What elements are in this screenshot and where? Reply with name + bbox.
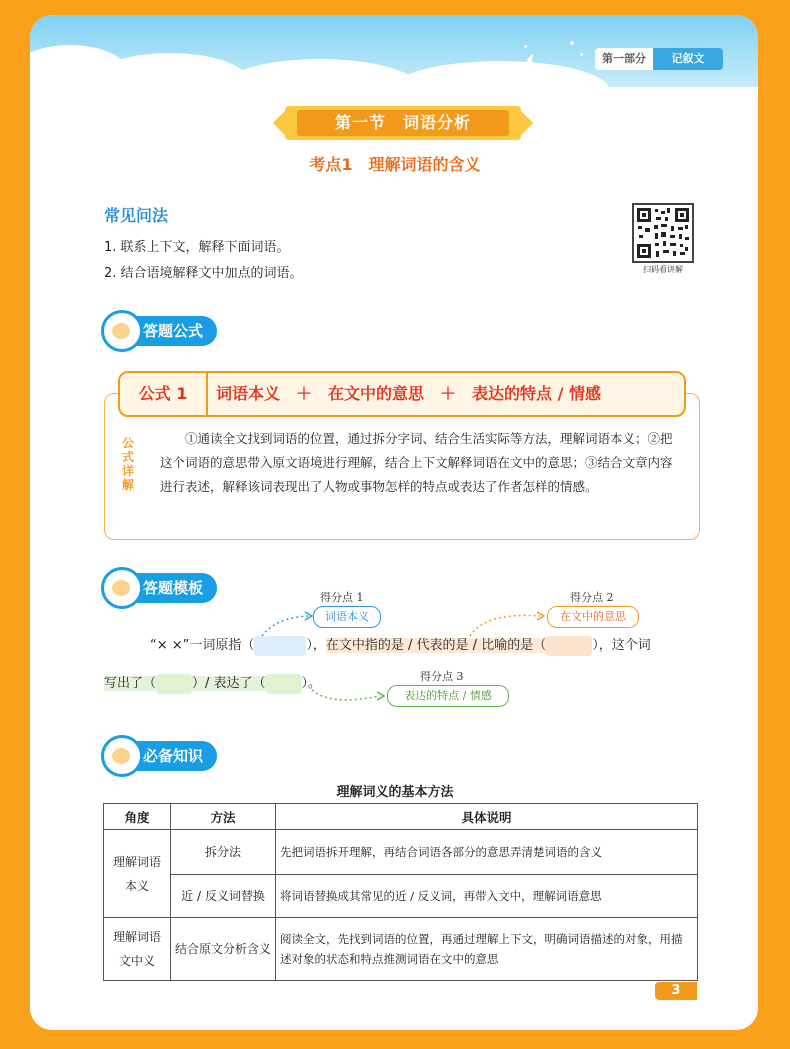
answer-blank [156, 674, 192, 694]
section-title: 第一节 词语分析 [297, 110, 509, 136]
table-cell-desc: 先把词语拆开理解，再结合词语各部分的意思弄清楚词语的含义 [276, 830, 698, 875]
section-tag: 记叙文 [653, 48, 723, 70]
table-title: 理解词义的基本方法 [336, 785, 454, 800]
formula-explanation: ①通读全文找到词语的位置，通过拆分字词、结合生活实际等方法，理解词语本义；②把这个词语的意思带入原文语境进行理解，结合上下文解释词语在文中的意思；③结合文章内容进行表述，解释该词表现出了人物或事物怎样的特点或表达了作者怎样的情感。 [160, 431, 673, 494]
score-point-label: 得分点 1 [320, 591, 364, 604]
common-questions-heading: 常见问法 [104, 206, 169, 225]
template-text: 在文中指的是 / 代表的是 / 比喻的是（ [325, 638, 547, 653]
part-tag: 第一部分 [595, 48, 653, 70]
table-cell-desc: 将词语替换成其常见的近 / 反义词，再带入文中，理解词语意思 [276, 875, 698, 918]
formula-pill-label: 答题公式 [143, 322, 204, 340]
question-item: 1. 联系上下文，解释下面词语。 [104, 240, 290, 255]
table-row [104, 830, 698, 875]
score-point-label: 得分点 2 [570, 591, 614, 604]
table-cell-desc: 阅读全文，先找到词语的位置，再通过理解上下文，明确词语描述的对象，用描述对象的状态和特点推测词语在文中的意思 [276, 918, 698, 981]
formula-text: 词语本义 ＋ 在文中的意思 ＋ 表达的特点 / 情感 [216, 384, 601, 403]
table-header: 角度 [104, 804, 171, 830]
table-cell-method: 结合原文分析含义 [171, 918, 276, 981]
mascot-icon [101, 735, 143, 777]
template-pill-label: 答题模板 [143, 579, 204, 597]
knowledge-table [103, 803, 698, 981]
template-line-1 [150, 634, 651, 656]
knowledge-pill-label: 必备知识 [143, 747, 204, 765]
template-line-2 [104, 672, 321, 694]
answer-blank [266, 674, 302, 694]
template-text: ）， [306, 638, 326, 653]
page-number: 3 [655, 982, 697, 1000]
table-header-row [104, 804, 698, 830]
table-header: 方法 [171, 804, 276, 830]
template-text: ）。 [301, 676, 322, 691]
template-text: 写出了（ [104, 676, 157, 691]
formula-side-label: 公式详解 [121, 436, 134, 492]
formula-label: 公式 1 [120, 373, 208, 415]
knowledge-pill [105, 741, 217, 771]
template-text: “× ×”一词原指（ [150, 638, 255, 653]
template-text: ）/ 表达了（ [192, 676, 266, 691]
template-text: ），这个词 [592, 638, 651, 653]
score-point-label: 得分点 3 [420, 670, 464, 683]
table-header: 具体说明 [276, 804, 698, 830]
table-cell-method: 拆分法 [171, 830, 276, 875]
score-point-box: 词语本义 [313, 606, 381, 628]
answer-blank [254, 636, 306, 656]
question-item: 2. 结合语境解释文中加点的词语。 [104, 266, 303, 281]
score-point-box: 在文中的意思 [547, 606, 639, 628]
table-cell-method: 近 / 反义词替换 [171, 875, 276, 918]
kaodian-title: 考点1 理解词语的含义 [309, 155, 481, 174]
table-cell-angle: 理解词语文中义 [104, 918, 171, 981]
qr-label: 扫码看讲解 [643, 265, 683, 274]
score-point-box: 表达的特点 / 情感 [387, 685, 509, 707]
answer-blank [546, 636, 592, 656]
table-cell-angle: 理解词语本义 [104, 830, 171, 918]
table-row [104, 918, 698, 981]
table-row [104, 875, 698, 918]
